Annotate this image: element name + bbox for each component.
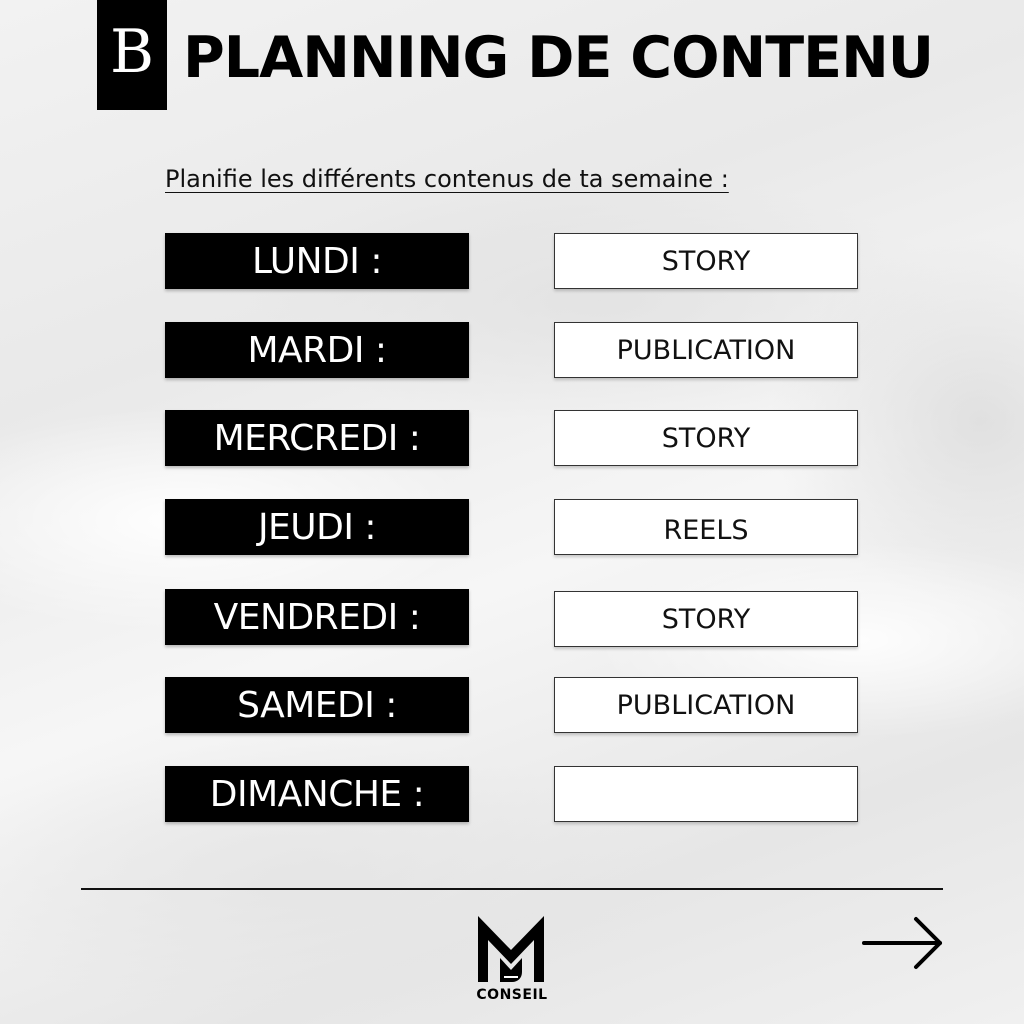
day-label: VENDREDI : [165,589,469,645]
content-type-field[interactable]: STORY [554,591,858,647]
schedule-row-vendredi [0,589,1024,645]
day-label: DIMANCHE : [165,766,469,822]
schedule-row-dimanche [0,766,1024,822]
content-type-field[interactable]: PUBLICATION [554,677,858,733]
brand-name: CONSEIL [476,987,548,1003]
schedule-row-samedi [0,677,1024,733]
content-type-field[interactable]: PUBLICATION [554,322,858,378]
schedule-row-mercredi [0,410,1024,466]
content-type-field[interactable]: STORY [554,233,858,289]
schedule-row-mardi [0,322,1024,378]
page-title: PLANNING DE CONTENU [183,25,934,91]
brand-logo-b [97,0,167,110]
page-subtitle: Planifie les différents contenus de ta semaine : [165,165,729,193]
content-type-field[interactable]: REELS [554,499,858,555]
md-monogram-icon [474,912,548,984]
brand-logo-letter: B [109,17,155,87]
schedule-row-jeudi [0,499,1024,555]
day-label: SAMEDI : [165,677,469,733]
day-label: LUNDI : [165,233,469,289]
footer-divider [81,888,943,890]
day-label: MERCREDI : [165,410,469,466]
arrow-right-icon[interactable] [862,915,946,971]
day-label: JEUDI : [165,499,469,555]
day-label: MARDI : [165,322,469,378]
content-type-field[interactable]: STORY [554,410,858,466]
content-type-field[interactable] [554,766,858,822]
schedule-row-lundi [0,233,1024,289]
